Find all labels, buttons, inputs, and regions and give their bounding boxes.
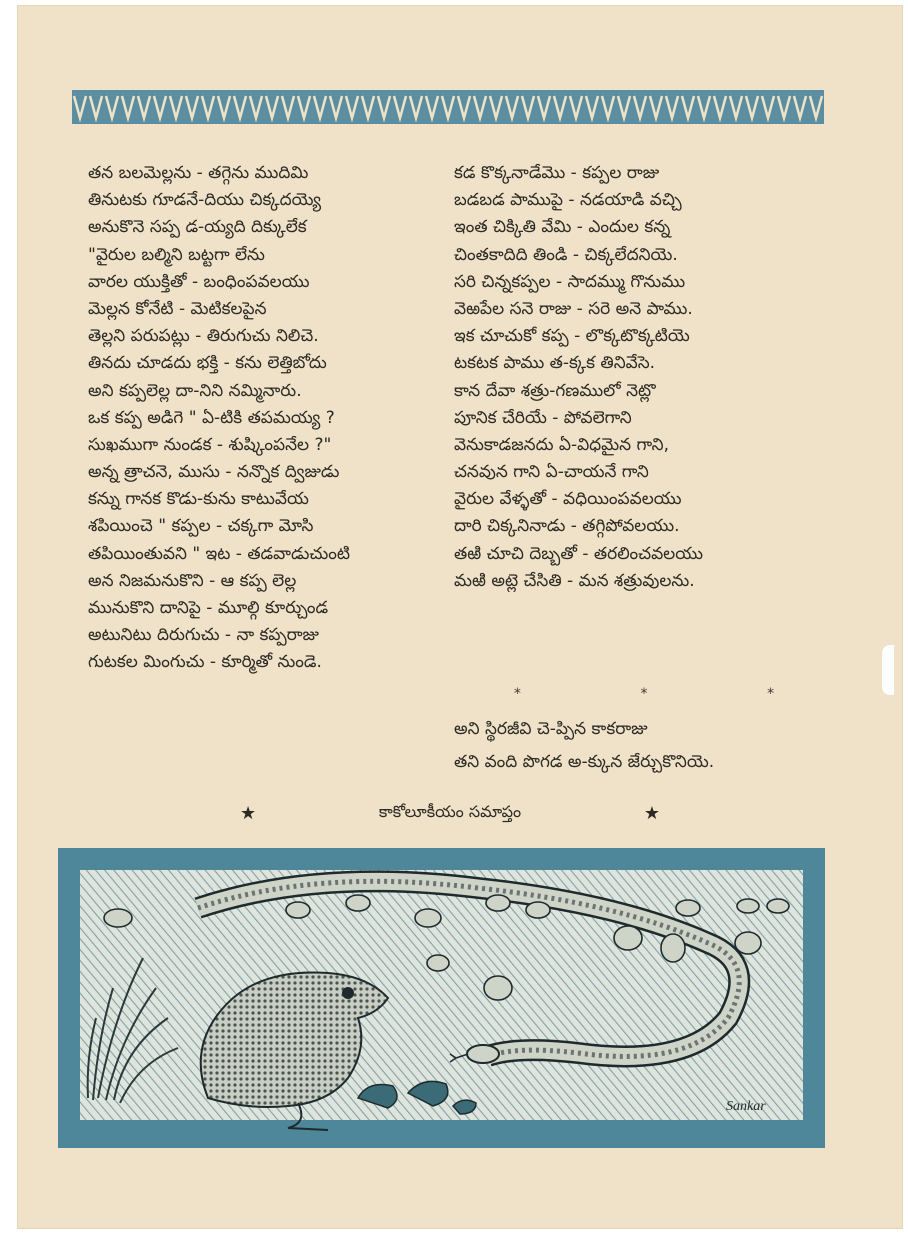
snake-and-frogs-illustration: [58, 848, 825, 1148]
poem-line: సుఖముగా నుండక - శుష్కింపనేల ?": [88, 434, 332, 455]
poem-line: మఱి అట్లె చేసితి - మన శత్రువులను.: [454, 570, 695, 591]
poem-line: శపియించె " కప్పల - చక్కగా మోసి: [88, 516, 314, 537]
poem-line: అన నిజమనుకొని - ఆ కప్ప లెల్ల: [88, 570, 297, 591]
poem-line: అటునిటు దిరుగుచు - నా కప్పరాజు: [88, 625, 320, 646]
star-icon: ★: [643, 803, 660, 824]
poem-line: దారి చిక్కనినాడు - తగ్గిపోవలయు.: [454, 516, 680, 537]
poem-line: వారల యుక్తితో - బంధింపవలయు: [88, 271, 310, 292]
poem-line: చింతకాదిది తిండి - చిక్కలేదనియె.: [454, 244, 678, 265]
poem-line: బడబడ పాముపై - నడయాడి వచ్చి: [454, 190, 682, 211]
star-icon: ★: [240, 803, 257, 824]
artist-signature: Sankar: [726, 1099, 766, 1114]
poem-line: వైరుల వేళ్ళతో - వధియింపవలయు: [454, 489, 682, 510]
separator-star: *: [640, 686, 648, 702]
poem-line: గుటకల మింగుచు - కూర్మితో నుండె.: [88, 652, 322, 673]
poem-right-column: [454, 160, 834, 595]
poem-left-column: [88, 160, 468, 677]
poem-line: కడ కొక్కనాడేమొ - కప్పల రాజు: [454, 163, 660, 183]
poem-line: సరి చిన్నకప్పల - సాదమ్ము గొనుము: [454, 271, 686, 292]
poem-line: "వైరుల బల్మిని బట్టగా లేను: [88, 244, 265, 265]
poem-line: తెల్లని పరుపట్లు - తిరుగుచు నిలిచె.: [88, 326, 319, 347]
story-end-title: [240, 802, 660, 825]
story-end-text: కాకోలూకీయం సమాప్తం: [378, 802, 522, 821]
poem-line: మెల్లన కోనేటి - మెటికలపైన: [88, 298, 267, 319]
closing-line: తని వంది పొగడ అ-క్కున జేర్చుకొనియె.: [454, 752, 715, 772]
closing-verse: [454, 713, 834, 779]
poem-line: అనుకొనె సప్ప డ-య్యది దిక్కులేక: [88, 217, 307, 238]
poem-line: చనవున గాని ఏ-చాయనే గాని: [454, 462, 649, 483]
separator-star: *: [767, 686, 775, 702]
poem-line: తపియింతువని " ఇట - తడవాడుచుంటి: [88, 543, 350, 564]
poem-line: అన్న త్రాచనె, ముసు - నన్నొక ద్విజుడు: [88, 462, 340, 483]
closing-line: అని స్థిరజీవి చె-ప్పిన కాకరాజు: [454, 719, 648, 739]
poem-line: ఇంత చిక్కితి వేమి - ఎందుల కన్న: [454, 217, 671, 238]
poem-line: వెనుకాడజనదు ఏ-విధమైన గాని,: [454, 434, 669, 455]
poem-line: కాన దేవా శత్రు-గణములో నెట్లొ: [454, 380, 656, 401]
poem-line: తన బలమెల్లను - తగ్గెను ముదిమి: [88, 163, 309, 183]
poem-line: టకటక పాము త-క్కక తినివేసె.: [454, 353, 656, 374]
page-tear: [882, 645, 894, 695]
separator-star: *: [513, 686, 521, 702]
decorative-border-band: [72, 90, 824, 124]
poem-line: పూనిక చేరియే - పోవలెగాని: [454, 407, 632, 428]
poem-line: ఇక చూచుకో కప్ప - లొక్కటొక్కటియె: [454, 326, 690, 347]
poem-line: మునుకొని దానిపై - మూల్గి కూర్చుండ: [88, 598, 329, 618]
poem-line: వెఱపేల సనె రాజు - సరె అనె పాము.: [454, 298, 693, 319]
poem-line: ఒక కప్ప అడిగె " ఏ-టికి తపమయ్య ?: [88, 407, 335, 428]
poem-line: తినదు చూడదు భక్తి - కను లెత్తిబోదు: [88, 353, 327, 374]
poem-line: కన్ను గానక కొడు-కును కాటువేయ: [88, 489, 309, 510]
poem-line: తినుటకు గూడనే-దియు చిక్కదయ్యె: [88, 190, 322, 211]
section-separator: [454, 686, 834, 702]
poem-line: తఱి చూచి దెబ్బతో - తరలించవలయు: [454, 543, 703, 564]
poem-line: అని కప్పలెల్ల దా-నిని నమ్మినారు.: [88, 380, 302, 401]
